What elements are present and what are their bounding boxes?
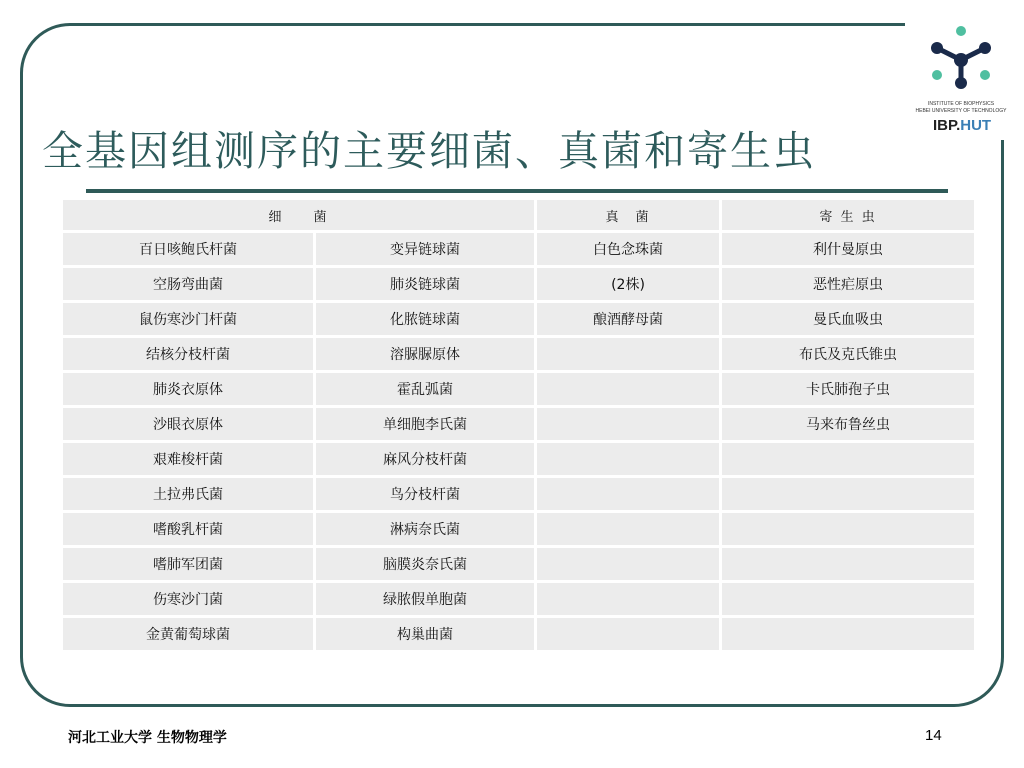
bacteria-cell: 单细胞李氏菌: [315, 407, 536, 442]
parasite-cell: 利什曼原虫: [721, 232, 976, 267]
table-row: [62, 302, 976, 337]
fungi-cell: [536, 442, 721, 477]
bacteria-cell: 土拉弗氏菌: [62, 477, 315, 512]
fungi-cell: [536, 547, 721, 582]
bacteria-cell: 淋病奈氏菌: [315, 512, 536, 547]
fungi-cell: [536, 512, 721, 547]
institute-logo: [905, 14, 1017, 144]
fungi-cell: (2株): [536, 267, 721, 302]
bacteria-cell: 嗜肺军团菌: [62, 547, 315, 582]
parasite-cell: [721, 582, 976, 617]
bacteria-cell: 肺炎衣原体: [62, 372, 315, 407]
table-row: [62, 267, 976, 302]
fungi-cell: 酿酒酵母菌: [536, 302, 721, 337]
bacteria-cell: 化脓链球菌: [315, 302, 536, 337]
bacteria-cell: 绿脓假单胞菌: [315, 582, 536, 617]
bacteria-cell: 百日咳鲍氏杆菌: [62, 232, 315, 267]
parasite-cell: 马来布鲁丝虫: [721, 407, 976, 442]
table-row: [62, 512, 976, 547]
bacteria-cell: 伤寒沙门菌: [62, 582, 315, 617]
page-number: 14: [925, 727, 942, 744]
bacteria-cell: 构巢曲菌: [315, 617, 536, 652]
bacteria-cell: 沙眼衣原体: [62, 407, 315, 442]
bacteria-cell: 鸟分枝杆菌: [315, 477, 536, 512]
bacteria-cell: 金黄葡萄球菌: [62, 617, 315, 652]
fungi-cell: 白色念珠菌: [536, 232, 721, 267]
parasite-cell: [721, 547, 976, 582]
molecule-icon: [915, 20, 1007, 100]
bacteria-cell: 空肠弯曲菌: [62, 267, 315, 302]
parasite-cell: 布氏及克氏锥虫: [721, 337, 976, 372]
bacteria-cell: 溶脲脲原体: [315, 337, 536, 372]
parasite-cell: 恶性疟原虫: [721, 267, 976, 302]
parasite-cell: [721, 442, 976, 477]
fungi-cell: [536, 372, 721, 407]
header-fungi: 真 菌: [536, 199, 721, 232]
organisms-table: [60, 197, 977, 653]
bacteria-cell: 麻风分枝杆菌: [315, 442, 536, 477]
bacteria-cell: 脑膜炎奈氏菌: [315, 547, 536, 582]
logo-institute-line: INSTITUTE OF BIOPHYSICS: [927, 101, 995, 107]
bacteria-cell: 艰难梭杆菌: [62, 442, 315, 477]
table-row: [62, 582, 976, 617]
parasite-cell: [721, 477, 976, 512]
table-row: [62, 477, 976, 512]
parasite-cell: 卡氏肺孢子虫: [721, 372, 976, 407]
header-parasites: 寄 生 虫: [721, 199, 976, 232]
parasite-cell: 曼氏血吸虫: [721, 302, 976, 337]
header-bacteria: 细 菌: [62, 199, 536, 232]
fungi-cell: [536, 337, 721, 372]
bacteria-cell: 肺炎链球菌: [315, 267, 536, 302]
bacteria-cell: 霍乱弧菌: [315, 372, 536, 407]
table-row: [62, 442, 976, 477]
table-row: [62, 372, 976, 407]
table-row: [62, 547, 976, 582]
table-row: [62, 337, 976, 372]
logo-brand: IBP.HUT: [933, 117, 992, 134]
fungi-cell: [536, 582, 721, 617]
bacteria-cell: 鼠伤寒沙门杆菌: [62, 302, 315, 337]
bacteria-cell: 变异链球菌: [315, 232, 536, 267]
footer-institution: 河北工业大学 生物物理学: [68, 730, 227, 746]
parasite-cell: [721, 512, 976, 547]
table-row: [62, 617, 976, 652]
fungi-cell: [536, 477, 721, 512]
bacteria-cell: 结核分枝杆菌: [62, 337, 315, 372]
bacteria-cell: 嗜酸乳杆菌: [62, 512, 315, 547]
fungi-cell: [536, 617, 721, 652]
parasite-cell: [721, 617, 976, 652]
table-row: [62, 232, 976, 267]
fungi-cell: [536, 407, 721, 442]
title-underline: [86, 189, 948, 193]
table-header-row: [62, 199, 976, 232]
logo-university-line: HEBEI UNIVERSITY OF TECHNOLOGY: [915, 108, 1007, 114]
table-row: [62, 407, 976, 442]
slide-title: 全基因组测序的主要细菌、真菌和寄生虫: [42, 127, 816, 175]
